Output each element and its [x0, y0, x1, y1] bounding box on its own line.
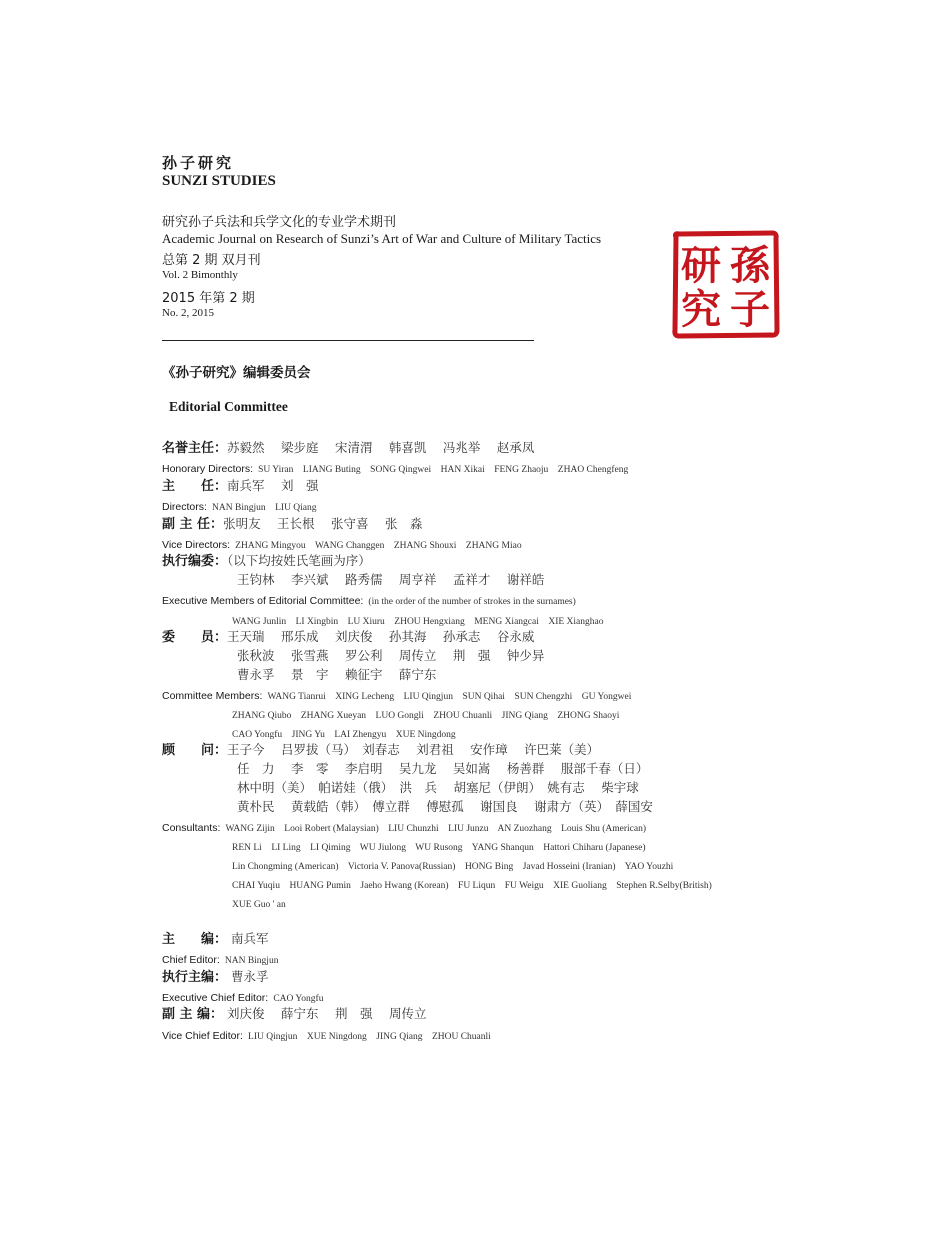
member-line-en — [162, 1024, 491, 1043]
member-line-en — [232, 892, 286, 911]
issue-info-zh: 2015 年第 2 期 — [162, 291, 255, 306]
member-line-zh — [237, 664, 436, 683]
member-line-zh — [162, 626, 534, 645]
member-role-label: Executive Members of Editorial Committee: — [162, 595, 364, 607]
member-names: 南兵军 刘 强 — [227, 478, 319, 493]
journal-title-zh: 孙子研究 — [162, 154, 235, 172]
member-names: (in the order of the number of strokes in the surnames) — [368, 597, 576, 607]
member-line-zh — [237, 796, 653, 815]
member-line-zh — [162, 437, 534, 456]
volume-info-en: Vol. 2 Bimonthly — [162, 269, 238, 281]
header-divider — [162, 340, 534, 341]
member-role-label: Committee Members: — [162, 690, 263, 702]
member-role-label: 名誉主任： — [162, 441, 228, 456]
member-line-zh — [162, 739, 599, 758]
journal-description-zh: 研究孙子兵法和兵学文化的专业学术期刊 — [162, 215, 397, 230]
member-line-en — [232, 835, 646, 854]
member-names: CAO Yongfu JING Yu LAI Zhengyu XUE Ningdong — [232, 730, 456, 740]
member-line-en — [232, 854, 673, 873]
member-names: LIU Qingjun XUE Ningdong JING Qiang ZHOU Chuanli — [248, 1032, 491, 1042]
member-role-label: Chief Editor: — [162, 954, 220, 966]
member-line-en — [162, 948, 278, 967]
member-names: REN Li LI Ling LI Qiming WU Jiulong WU Rusong YANG Shanqun Hattori Chiharu (Japanese) — [232, 843, 646, 853]
issue-info-en: No. 2, 2015 — [162, 307, 214, 319]
journal-title-en: SUNZI STUDIES — [162, 173, 276, 189]
member-names: （以下均按姓氏笔画为序） — [227, 553, 371, 568]
member-role-label: Directors: — [162, 501, 207, 513]
member-line-zh — [162, 475, 319, 494]
member-role-label: Honorary Directors: — [162, 463, 254, 475]
journal-seal-stamp — [670, 229, 781, 340]
member-names: NAN Bingjun LIU Qiang — [212, 503, 317, 513]
member-names: SU Yiran LIANG Buting SONG Qingwei HAN Xikai FENG Zhaoju ZHAO Chengfeng — [258, 465, 629, 475]
member-line-en — [232, 873, 712, 892]
member-line-zh — [162, 513, 422, 532]
member-names: 林中明（美） 帕诺娃（俄） 洪 兵 胡塞尼（伊朗） 姚有志 柴宇球 — [237, 780, 639, 795]
member-names: NAN Bingjun — [224, 956, 279, 966]
member-role-label: 委 员： — [162, 630, 228, 645]
committee-heading-zh: 《孙子研究》编辑委员会 — [162, 365, 311, 381]
member-names: WANG Tianrui XING Lecheng LIU Qingjun SUN Qihai SUN Chengzhi GU Yongwei — [267, 692, 632, 702]
member-role-label: 顾 问： — [162, 743, 228, 758]
member-names: CAO Yongfu — [273, 994, 324, 1004]
member-line-zh — [162, 1003, 426, 1022]
seal-char-jiu: 究 — [681, 286, 721, 333]
seal-char-zi: 子 — [730, 286, 770, 333]
member-line-zh — [162, 966, 269, 985]
member-role-label: 主 编： — [162, 932, 228, 947]
member-line-zh — [237, 569, 544, 588]
member-role-label: Consultants: — [162, 822, 221, 834]
member-role-label: Vice Chief Editor: — [162, 1030, 243, 1042]
member-line-zh — [162, 550, 371, 569]
member-role-label: Vice Directors: — [162, 539, 231, 551]
member-role-label: 主 任： — [162, 479, 228, 494]
member-line-zh — [237, 645, 544, 664]
member-line-en — [162, 457, 628, 476]
journal-description-en: Academic Journal on Research of Sunzi’s Art of War and Culture of Military Tactics — [162, 231, 602, 246]
seal-char-sun: 孫 — [730, 242, 770, 289]
committee-heading-en: Editorial Committee — [169, 399, 288, 414]
member-names: 王子今 吕罗拔（马） 刘春志 刘君祖 安作璋 许巴莱（美） — [227, 742, 600, 757]
member-names: CHAI Yuqiu HUANG Pumin Jaeho Hwang (Korean) FU Liqun FU Weigu XIE Guoliang Stephen R.Selby(British) — [232, 881, 712, 891]
member-names: ZHANG Mingyou WANG Changgen ZHANG Shouxi ZHANG Miao — [235, 541, 522, 551]
member-line-en — [162, 589, 576, 608]
seal-char-yan: 研 — [681, 242, 721, 289]
member-role-label: 副 主 任： — [162, 517, 224, 532]
member-role-label: 执行主编： — [162, 970, 228, 985]
member-names: WANG Zijin Looi Robert (Malaysian) LIU Chunzhi LIU Junzu AN Zuozhang Louis Shu (American) — [225, 824, 647, 834]
member-names: 张秋波 张雪燕 罗公利 周传立 荆 强 钟少异 — [237, 648, 545, 663]
member-line-en — [162, 495, 317, 514]
member-names: 黄朴民 黄载皓（韩） 傅立群 傅慰孤 谢国良 谢肃方（英） 薛国安 — [237, 799, 653, 814]
member-line-en — [162, 684, 631, 703]
member-names: 王天瑞 邢乐成 刘庆俊 孙其海 孙承志 谷永威 — [227, 629, 535, 644]
member-names: Lin Chongming (American) Victoria V. Panova(Russian) HONG Bing Javad Hosseini (Iranian) YAO Youzhi — [232, 862, 674, 872]
member-names: XUE Guo ' an — [232, 900, 286, 910]
member-names: 王钧林 李兴斌 路秀儒 周亨祥 孟祥才 谢祥皓 — [237, 572, 545, 587]
member-names: 张明友 王长根 张守喜 张 淼 — [223, 516, 423, 531]
member-role-label: 副 主 编： — [162, 1007, 224, 1022]
member-line-en — [162, 816, 646, 835]
member-role-label: 执行编委： — [162, 554, 228, 569]
member-names: 曹永孚 — [227, 969, 269, 984]
member-names: WANG Junlin LI Xingbin LU Xiuru ZHOU Hengxiang MENG Xiangcai XIE Xianghao — [232, 617, 604, 627]
member-role-label: Executive Chief Editor: — [162, 992, 269, 1004]
member-line-zh — [237, 777, 639, 796]
member-names: 曹永孚 景 宇 赖征宇 薛宁东 — [237, 667, 437, 682]
member-names: 苏毅然 梁步庭 宋清渭 韩喜凯 冯兆举 赵承凤 — [227, 440, 535, 455]
member-names: 南兵军 — [227, 931, 269, 946]
member-names: ZHANG Qiubo ZHANG Xueyan LUO Gongli ZHOU Chuanli JING Qiang ZHONG Shaoyi — [232, 711, 620, 721]
member-line-en — [232, 703, 619, 722]
member-line-zh — [162, 928, 269, 947]
member-line-zh — [237, 758, 648, 777]
volume-info-zh: 总第 2 期 双月刊 — [162, 253, 261, 268]
member-names: 刘庆俊 薛宁东 荆 强 周传立 — [223, 1006, 427, 1021]
member-names: 任 力 李 零 李启明 吴九龙 吴如嵩 杨善群 服部千春（日） — [237, 761, 649, 776]
